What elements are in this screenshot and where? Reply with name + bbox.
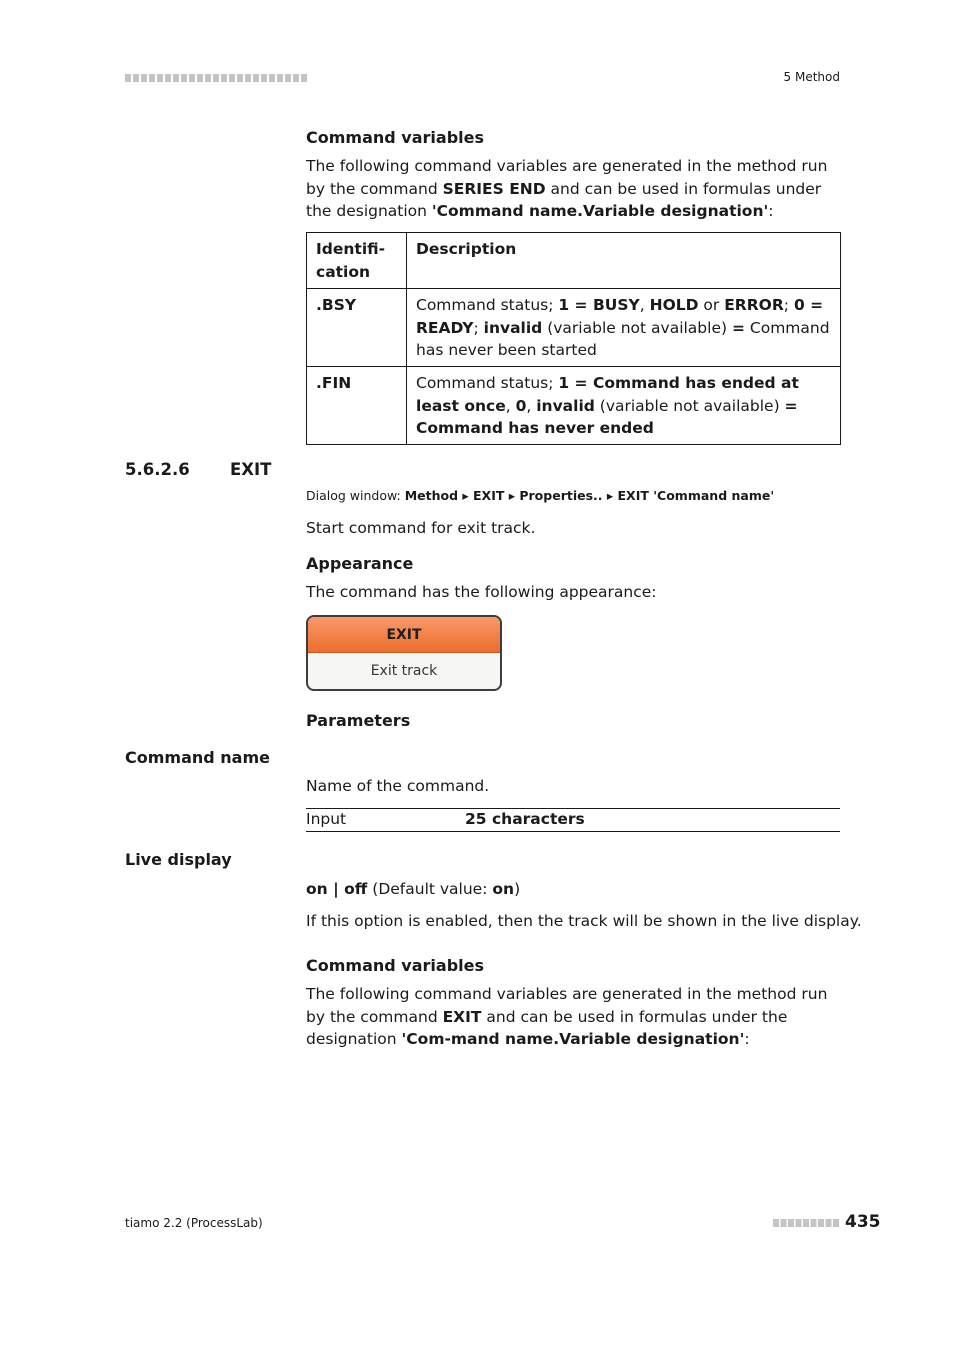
dialog-path: Dialog window: Method ▸ EXIT ▸ Properties.. ▸ EXIT 'Command name': [306, 488, 775, 503]
input-label: Input: [306, 810, 347, 828]
table-header-row: [307, 233, 841, 289]
command-name-label: Command name: [125, 748, 270, 767]
command-variables-text-2: The following command variables are generated in the method run by the command EXIT and can be used in formulas under the designation 'Com-mand name.Variable designation':: [306, 985, 828, 1048]
command-box-label: Exit track: [370, 663, 438, 679]
appearance-text: The command has the following appearance:: [306, 583, 657, 601]
command-box-title: EXIT: [308, 617, 500, 653]
intro-text: Start command for exit track.: [306, 519, 536, 537]
table-cell-id: .FIN: [307, 367, 407, 445]
section-number: 5.6.2.6: [125, 460, 190, 479]
header-decoration: [125, 74, 307, 82]
header-section: 5 Method: [783, 70, 840, 84]
live-display-label: Live display: [125, 850, 232, 869]
exit-command-box: [306, 615, 502, 691]
table-header-description: Description: [407, 233, 841, 289]
footer-product: tiamo 2.2 (ProcessLab): [125, 1216, 263, 1230]
live-display-options: on | off (Default value: on): [306, 880, 521, 898]
command-variables-text: The following command variables are generated in the method run by the command SERIES END and can be used in formulas under the designation 'Command name.Variable designation':: [306, 157, 828, 220]
command-name-desc: Name of the command.: [306, 777, 490, 795]
section-title: EXIT: [230, 460, 272, 479]
page-number: 435: [845, 1212, 881, 1232]
table-row: [307, 367, 841, 445]
table-cell-description: Command status; 1 = BUSY, HOLD or ERROR; 0 = READY; invalid (variable not available) = Command has never been started: [407, 289, 841, 367]
table-header-identification: Identifi- cation: [307, 233, 407, 289]
divider: [306, 831, 840, 832]
input-value: 25 characters: [465, 810, 585, 828]
command-variables-table: [306, 232, 841, 445]
appearance-heading: Appearance: [306, 554, 414, 573]
table-cell-description: Command status; 1 = Command has ended at least once, 0, invalid (variable not available) = Command has never ended: [407, 367, 841, 445]
footer-decoration: [773, 1219, 840, 1227]
command-variables-heading: Command variables: [306, 128, 484, 147]
table-cell-id: .BSY: [307, 289, 407, 367]
table-row: [307, 289, 841, 367]
live-display-desc: If this option is enabled, then the track will be shown in the live display.: [306, 912, 862, 930]
parameters-heading: Parameters: [306, 711, 411, 730]
command-variables-heading-2: Command variables: [306, 956, 484, 975]
